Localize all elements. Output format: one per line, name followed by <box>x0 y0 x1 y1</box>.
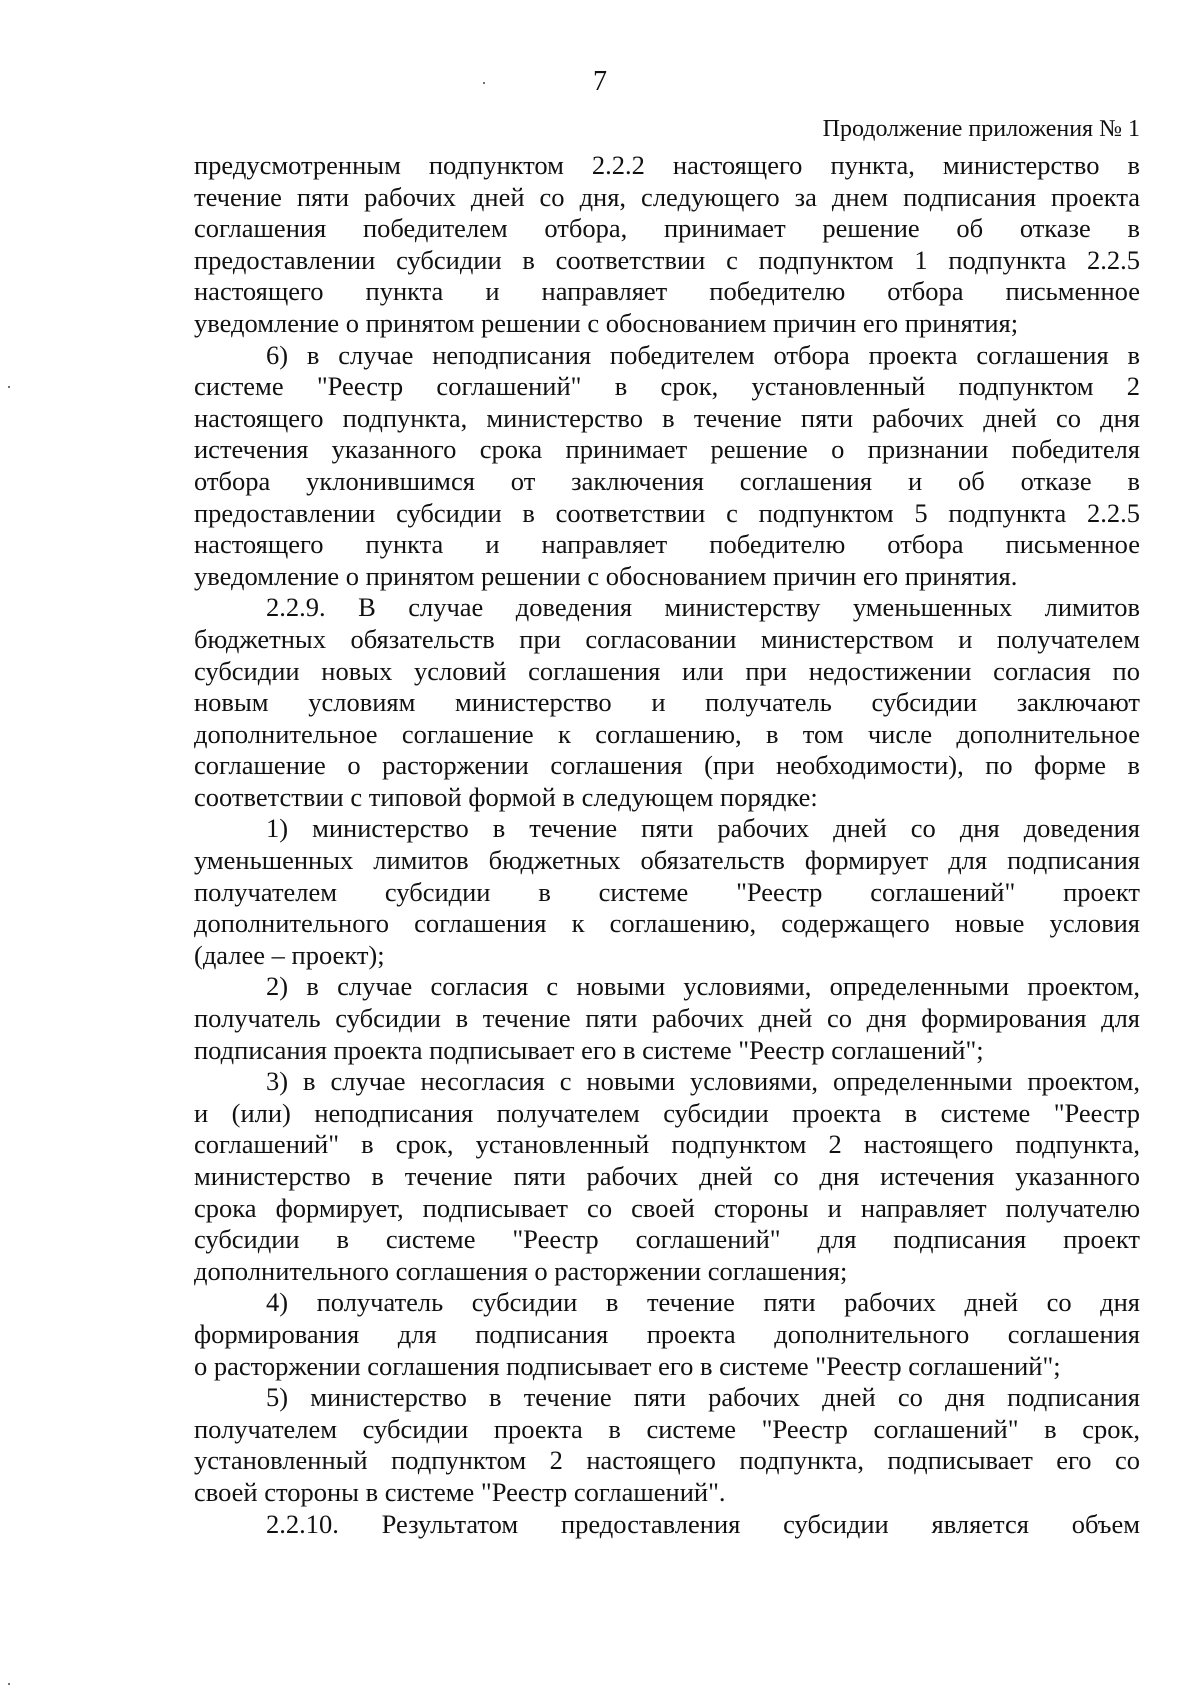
text-line: получатель субсидии в течение пяти рабочих дней со дня формирования для <box>194 1003 1140 1034</box>
text-line: уведомление о принятом решении с обоснованием причин его принятия; <box>194 307 1019 338</box>
text-line: системе "Реестр соглашений" в срок, установленный подпунктом 2 <box>194 371 1140 402</box>
text-line: предоставлении субсидии в соответствии с подпунктом 5 подпункта 2.2.5 <box>194 497 1140 528</box>
scan-artifact-dot <box>8 386 10 388</box>
text-line: 5) министерство в течение пяти рабочих дней со дня подписания <box>266 1382 1140 1413</box>
text-line: 6) в случае неподписания победителем отбора проекта соглашения в <box>266 339 1140 370</box>
text-line: получателем субсидии в системе "Реестр соглашений" проект <box>194 876 1140 907</box>
text-line: течение пяти рабочих дней со дня, следующего за днем подписания проекта <box>194 181 1140 212</box>
text-line: отбора уклонившимся от заключения соглашения и об отказе в <box>194 465 1140 496</box>
text-line: уменьшенных лимитов бюджетных обязательств формирует для подписания <box>194 845 1140 876</box>
text-line: своей стороны в системе "Реестр соглашений". <box>194 1476 726 1507</box>
text-line: соответствии с типовой формой в следующем порядке: <box>194 781 818 812</box>
text-line: дополнительного соглашения о расторжении соглашения; <box>194 1255 848 1286</box>
text-line: (далее – проект); <box>194 939 385 970</box>
text-line: новым условиям министерство и получатель субсидии заключают <box>194 687 1140 718</box>
text-line: 2.2.10. Результатом предоставления субсидии является объем <box>266 1508 1140 1539</box>
text-line: 3) в случае несогласия с новыми условиями, определенными проектом, <box>266 1066 1140 1097</box>
text-line: предоставлении субсидии в соответствии с подпунктом 1 подпункта 2.2.5 <box>194 244 1140 275</box>
text-line: формирования для подписания проекта дополнительного соглашения <box>194 1318 1140 1349</box>
text-line: 1) министерство в течение пяти рабочих дней со дня доведения <box>266 813 1140 844</box>
text-line: 2) в случае согласия с новыми условиями, определенными проектом, <box>266 971 1140 1002</box>
appendix-continuation-note: Продолжение приложения № 1 <box>822 116 1140 142</box>
text-line: предусмотренным подпунктом 2.2.2 настоящего пункта, министерство в <box>194 150 1140 180</box>
text-line: получателем субсидии проекта в системе "Реестр соглашений" в срок, <box>194 1413 1140 1444</box>
text-line: настоящего пункта и направляет победителю отбора письменное <box>194 276 1140 307</box>
text-line: подписания проекта подписывает его в системе "Реестр соглашений"; <box>194 1034 984 1065</box>
document-body-text <box>194 150 1140 1540</box>
text-line: 2.2.9. В случае доведения министерству уменьшенных лимитов <box>266 592 1140 623</box>
page-number: 7 <box>593 66 607 97</box>
text-line: министерство в течение пяти рабочих дней со дня истечения указанного <box>194 1161 1140 1191</box>
text-line: настоящего пункта и направляет победителю отбора письменное <box>194 529 1140 560</box>
text-line: настоящего подпункта, министерство в течение пяти рабочих дней со дня <box>194 402 1140 433</box>
text-line: дополнительного соглашения к соглашению, содержащего новые условия <box>194 908 1140 939</box>
text-line: субсидии в системе "Реестр соглашений" для подписания проект <box>194 1224 1140 1255</box>
text-line: 4) получатель субсидии в течение пяти рабочих дней со дня <box>266 1287 1140 1318</box>
text-line: о расторжении соглашения подписывает его в системе "Реестр соглашений"; <box>194 1350 1061 1381</box>
text-line: и (или) неподписания получателем субсидии проекта в системе "Реестр <box>194 1097 1140 1128</box>
text-line: дополнительное соглашение к соглашению, в том числе дополнительное <box>194 718 1140 749</box>
text-line: соглашения победителем отбора, принимает решение об отказе в <box>194 213 1140 244</box>
text-line: бюджетных обязательств при согласовании министерством и получателем <box>194 623 1140 654</box>
scan-artifact-dot <box>8 1683 10 1685</box>
text-line: истечения указанного срока принимает решение о признании победителя <box>194 434 1140 465</box>
text-line: субсидии новых условий соглашения или при недостижении согласия по <box>194 655 1140 686</box>
text-line: установленный подпунктом 2 настоящего подпункта, подписывает его со <box>194 1445 1140 1476</box>
text-line: срока формирует, подписывает со своей стороны и направляет получателю <box>194 1192 1140 1223</box>
text-line: уведомление о принятом решении с обоснованием причин его принятия. <box>194 560 1018 591</box>
text-line: соглашений" в срок, установленный подпунктом 2 настоящего подпункта, <box>194 1129 1140 1160</box>
text-line: соглашение о расторжении соглашения (при необходимости), по форме в <box>194 750 1140 781</box>
scan-artifact-dot <box>483 82 485 84</box>
